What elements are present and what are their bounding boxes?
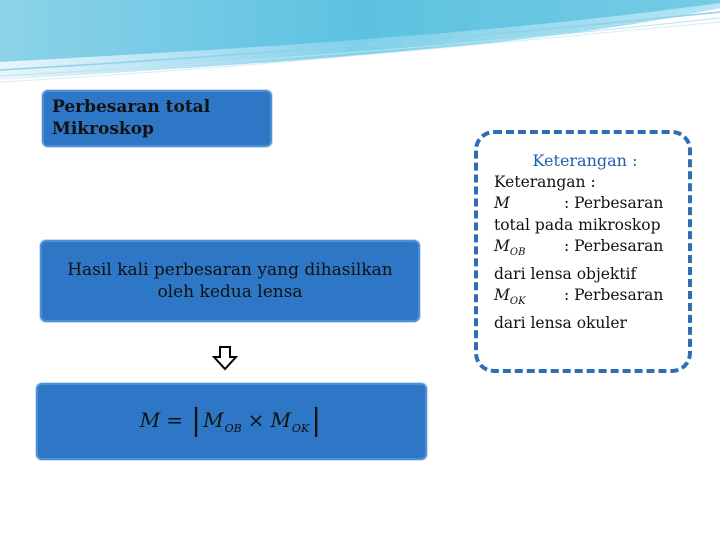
keterangan-panel [474, 130, 692, 373]
formula-equals: = [166, 408, 183, 432]
keterangan-item-mok: $M_{OK}$ : Perbesaran [494, 286, 664, 308]
formula-factor2: $M_{OK}$ [270, 408, 310, 435]
keterangan-heading: Keterangan : [532, 151, 638, 170]
formula-bar-right: | [311, 403, 322, 438]
down-arrow-icon [212, 345, 238, 371]
keterangan-item-m: M : Perbesaran [494, 194, 664, 212]
formula-box [36, 383, 427, 460]
keterangan-item-mok-desc: dari lensa okuler [494, 313, 627, 332]
keterangan-item-m-desc: total pada mikroskop [494, 215, 661, 234]
formula [139, 403, 324, 438]
formula-times: × [247, 408, 265, 432]
definition-text: Hasil kali perbesaran yang dihasilkan oleh kedua lensa [67, 260, 393, 302]
keterangan-item-mob-desc: dari lensa objektif [494, 264, 637, 283]
title-box [42, 90, 272, 147]
formula-lhs: M [139, 408, 161, 432]
definition-box [40, 240, 420, 322]
decorative-banner [0, 0, 720, 90]
keterangan-label: Keterangan : [494, 172, 596, 191]
keterangan-item-mob: $M_{OB}$ : Perbesaran [494, 237, 664, 259]
formula-bar-left: | [190, 403, 202, 438]
title-text: Perbesaran total Mikroskop [52, 97, 211, 139]
formula-factor1: $M_{OB}$ [203, 408, 242, 435]
